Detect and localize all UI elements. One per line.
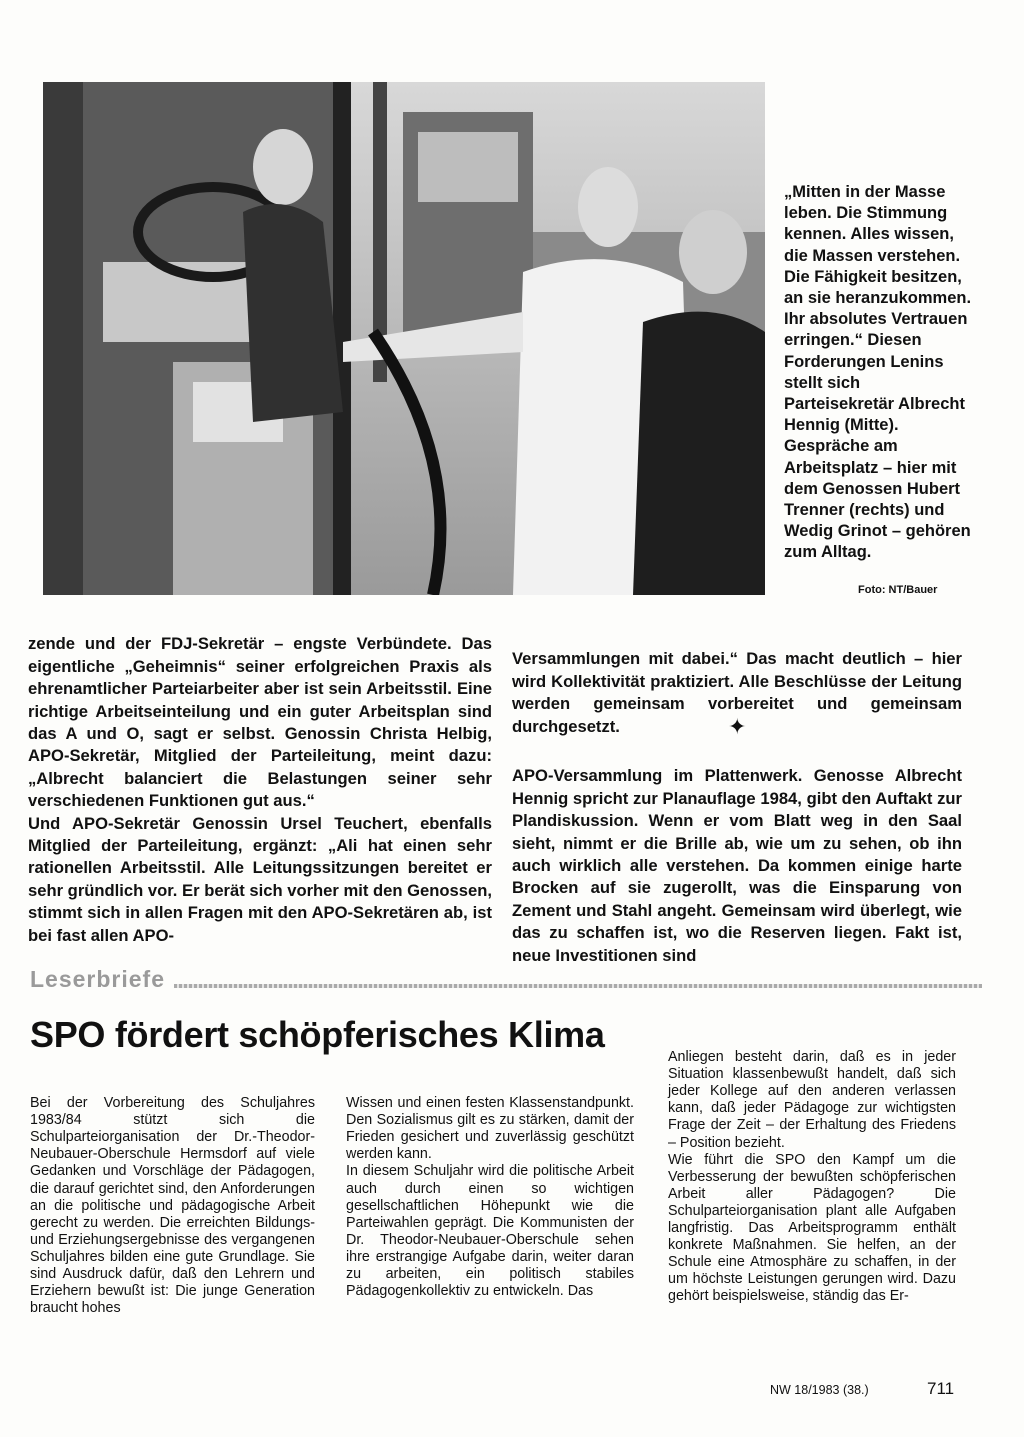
letter-text-1: Bei der Vorbereitung des Schuljahres 1983/84 stützt sich die Schulparteiorganisation der Dr.-Theodor-Neubauer-Oberschule Hermsdorf auf viele Gedanken und Vorschläge der Pädagogen, die darauf gerichtet sind, den Anforderungen an die politische und pädagogische Arbeit gerecht zu werden. Die erreichten Bildungs- und Erziehungsergebnisse des vergangenen Schuljahres bilden eine gute Grundlage. Sie sind Ausdruck dafür, daß den Lehrern und Erziehern bewußt ist: Die junge Generation braucht hohes (30, 1095, 315, 1317)
article-right-column-2 (512, 743, 962, 989)
article-left-column (28, 611, 492, 970)
page-number: 711 (927, 1379, 955, 1398)
article-left-text: zende und der FDJ-Sekretär – engste Verbündete. Das eigentliche „Geheimnis“ seiner erfolgreichen Praxis als ehrenamtlicher Parteiarbeiter aber ist sein Arbeitsstil. Eine richtige Arbeitseinteilung und ein guter Arbeitsplan sind das A und O, sagt er selbst. Genossin Christa Helbig, APO-Sekretär, Mitglied der Parteileitung, meint dazu: „Albrecht balanciert die Belastungen seiner sehr verschiedenen Funktionen gut aus.“ Und APO-Sekretär Genossin Ursel Teuchert, ebenfalls Mitglied der Parteileitung, ergänzt: „Ali hat einen sehr rationellen Arbeitsstil. Alle Leitungssitzungen bereitet er sehr gründlich vor. Er berät sich vorher mit den Genossen, stimmt sich in allen Fragen mit den APO-Sekretären ab, ist bei fast allen APO- (28, 634, 492, 945)
letter-headline: SPO fördert schöpferisches Klima (30, 1014, 605, 1055)
letter-text-3: Anliegen besteht darin, daß es in jeder Situation klassenbewußt handelt, daß sich jeder Kollege auf den anderen verlassen kann, daß jeder Pädagoge zur wichtigsten Frage der Zeit – der Erhaltung des Friedens – Position bezieht. Wie führt die SPO den Kampf um die Verbesserung der bewußten schöpferischen Arbeit aller Pädagogen? Die Schulparteiorganisation plant alle Aufgaben langfristig. Das Arbeitsprogramm enthält konkrete Maßnahmen. Sie helfen, an der Schule eine Atmosphäre zu schaffen, in der um höchste Leistungen gerungen wird. Dazu gehört beispielsweise, ständig das Er- (668, 1049, 956, 1305)
letter-column-2 (346, 1078, 634, 1317)
article-right-column (512, 626, 962, 760)
letter-column-3 (668, 1032, 956, 1323)
photo-icon (43, 82, 765, 595)
article-right-text-1: Versammlungen mit dabei.“ Das macht deutlich – hier wird Kollektivität praktiziert. Alle Beschlüsse der Leitung werden gemeinsam vorbereitet und gemeinsam durchgesetzt. (512, 649, 962, 736)
issue-number: NW 18/1983 (38.) (770, 1383, 869, 1397)
letter-text-2: Wissen und einen festen Klassenstandpunkt. Den Sozialismus gilt es zu stärken, damit der Frieden gesichert und zuverlässig geschützt werden kann. In diesem Schuljahr wird die politische Arbeit auch durch einen so wichtigen gesellschaftlichen Höhepunkt wie die Parteiwahlen geprägt. Die Kommunisten der Dr. Theodor-Neubauer-Oberschule sehen ihre erstrangige Aufgabe darin, weiter daran zu arbeiten, ein politisch stabiles Pädagogenkollektiv zu entwickeln. Das (346, 1095, 634, 1300)
separator-ornament-icon: ✦ (728, 714, 747, 739)
article-photo (43, 82, 765, 595)
caption-text: „Mitten in der Masse leben. Die Stimmung kennen. Alles wissen, die Massen verstehen. Die Fähigkeit besitzen, an sie heranzukommen. Ihr absolutes Vertrauen erringen.“ Diesen Forderungen Lenins stellt sich Parteisekretär Albrecht Hennig (Mitte). Gespräche am Arbeitsplatz – hier mit dem Genossen Hubert Trenner (rechts) und Wedig Grinot – gehören zum Alltag. (784, 183, 972, 562)
section-divider (174, 984, 982, 988)
article-right-text-2: APO-Versammlung im Plattenwerk. Genosse Albrecht Hennig spricht zur Planauflage 1984, gibt den Auftakt zur Plandiskussion. Wenn er vom Blatt weg in den Saal sieht, nimmt er die Brille ab, wie um zu sehen, ob ihn auch wirklich alle verstehen. Da kommen einige harte Brocken auf sie zugerollt, was die Einsparung von Zement und Stahl angeht. Gemeinsam wird überlegt, wie das zu schaffen ist, wo die Reserven liegen. Fakt ist, neue Investitionen sind (512, 766, 962, 965)
section-label: Leserbriefe (30, 966, 166, 992)
letter-column-1 (30, 1078, 315, 1334)
photo-credit: Foto: NT/Bauer (858, 584, 938, 596)
photo-caption (784, 182, 974, 564)
